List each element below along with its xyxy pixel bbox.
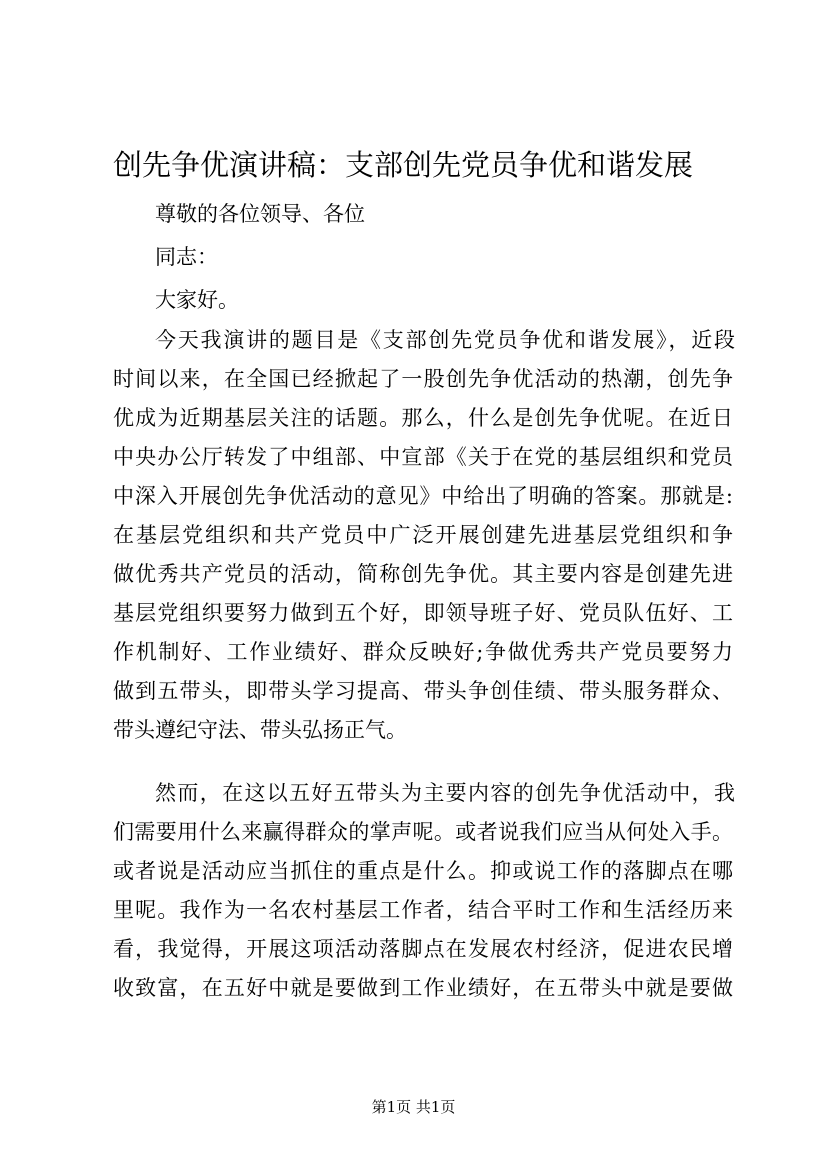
- paragraph-line: 或者说是活动应当抓住的重点是什么。抑或说工作的落脚点在哪: [113, 859, 733, 883]
- page-footer: 第1页 共1页: [371, 1098, 456, 1116]
- paragraph-line: 时间以来，在全国已经掀起了一股创先争优活动的热潮，创先争: [113, 367, 733, 391]
- paragraph-line: 中央办公厅转发了中组部、中宣部《关于在党的基层组织和党员: [113, 445, 733, 469]
- paragraph-line: 然而，在这以五好五带头为主要内容的创先争优活动中，我: [155, 781, 735, 805]
- page-title: 创先争优演讲稿：支部创先党员争优和谐发展: [113, 148, 694, 182]
- salutation-line: 尊敬的各位领导、各位: [155, 202, 365, 226]
- paragraph-line: 基层党组织要努力做到五个好，即领导班子好、党员队伍好、工: [113, 601, 733, 625]
- paragraph-line: 作机制好、工作业绩好、群众反映好;争做优秀共产党员要努力: [113, 640, 733, 664]
- paragraph-line: 做到五带头，即带头学习提高、带头争创佳绩、带头服务群众、: [113, 679, 733, 703]
- paragraph-line: 优成为近期基层关注的话题。那么，什么是创先争优呢。在近日: [113, 406, 733, 430]
- paragraph-line: 做优秀共产党员的活动，简称创先争优。其主要内容是创建先进: [113, 562, 733, 586]
- salutation-line: 同志：: [155, 245, 218, 269]
- paragraph-line: 们需要用什么来赢得群众的掌声呢。或者说我们应当从何处入手。: [113, 820, 733, 844]
- paragraph-line: 今天我演讲的题目是《支部创先党员争优和谐发展》，近段: [155, 328, 735, 352]
- paragraph-line: 带头遵纪守法、带头弘扬正气。: [113, 718, 407, 742]
- paragraph-line: 在基层党组织和共产党员中广泛开展创建先进基层党组织和争: [113, 523, 733, 547]
- greeting-line: 大家好。: [155, 288, 239, 312]
- paragraph-line: 中深入开展创先争优活动的意见》中给出了明确的答案。那就是:: [113, 484, 733, 508]
- paragraph-line: 里呢。我作为一名农村基层工作者，结合平时工作和生活经历来: [113, 898, 733, 922]
- paragraph-line: 看，我觉得，开展这项活动落脚点在发展农村经济，促进农民增: [113, 937, 733, 961]
- paragraph-line: 收致富，在五好中就是要做到工作业绩好，在五带头中就是要做: [113, 976, 733, 1000]
